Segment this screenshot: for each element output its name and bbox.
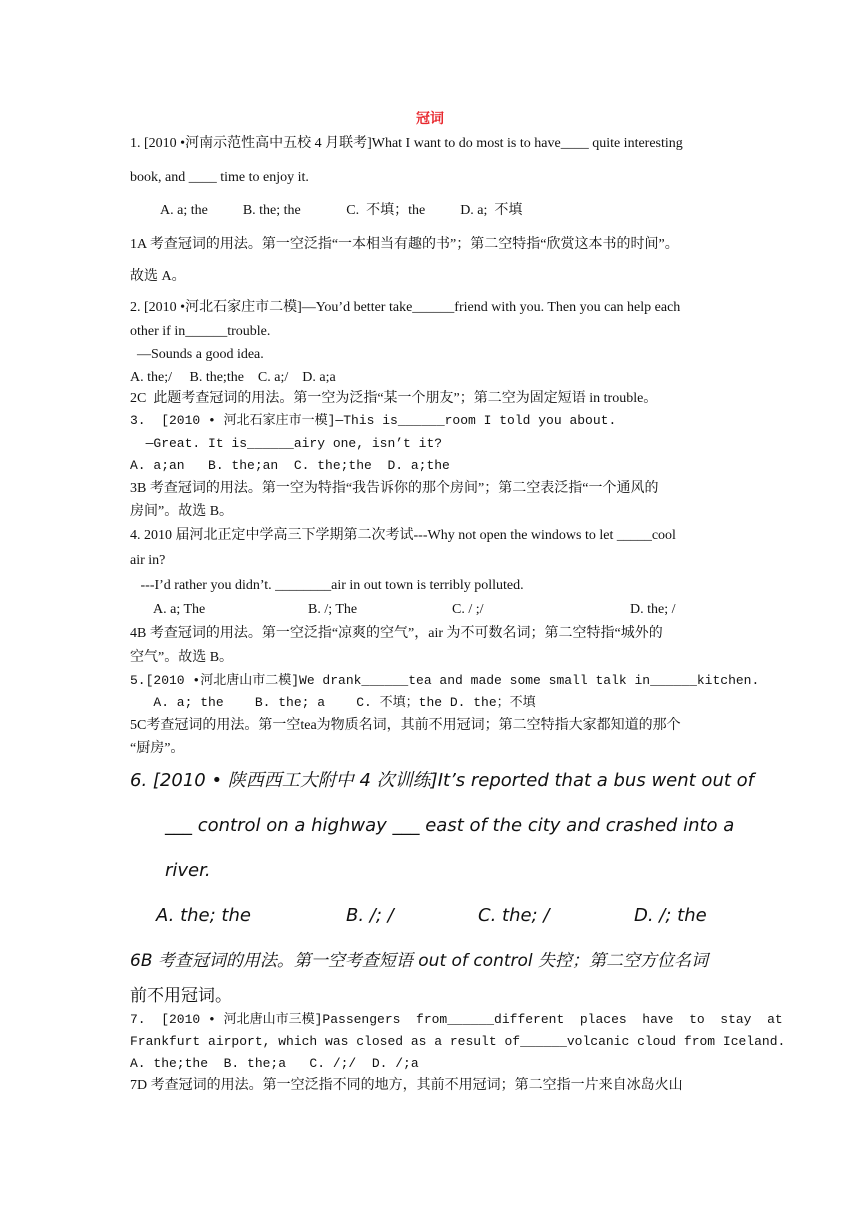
question-7-options: A. the;the B. the;a C. /;/ D. /;a	[130, 1056, 419, 1071]
question-1-stem-line-2: book, and ____ time to enjoy it.	[130, 170, 309, 185]
question-3-answer-line-2: 房间”。故选 B。	[130, 504, 234, 519]
question-1-answer-line-2: 故选 A。	[130, 269, 186, 284]
question-4-stem-line-2: air in?	[130, 553, 166, 568]
question-1-answer-line-1: 1A 考查冠词的用法。第一空泛指“一本相当有趣的书”；第二空特指“欣赏这本书的时间”。	[130, 237, 679, 252]
question-3-options: A. a;an B. the;an C. the;the D. a;the	[130, 458, 450, 473]
question-5-answer-line-2: “厨房”。	[130, 741, 185, 756]
question-4-option-c: C. / ;/	[452, 602, 484, 617]
question-4-option-d: D. the; /	[630, 602, 676, 617]
question-5-stem-line-1: 5.[2010 •河北唐山市二模]We drank______tea and made some small talk in______kitchen.	[130, 673, 760, 688]
question-2-reply: —Sounds a good idea.	[130, 347, 264, 362]
question-2-stem-line-2: other if in______trouble.	[130, 324, 271, 339]
question-3-stem-line-2: —Great. It is______airy one, isn’t it?	[130, 436, 443, 451]
question-1-stem-line-1: 1. [2010 •河南示范性高中五校 4 月联考]What I want to do most is to have____ quite interesting	[130, 136, 683, 151]
question-7-stem-line-1: 7. [2010 • 河北唐山市三模]Passengers from______different places have to stay at	[130, 1012, 783, 1027]
question-2-stem-line-1: 2. [2010 •河北石家庄市二模]—You’d better take______friend with you. Then you can help each	[130, 300, 681, 315]
question-4-option-a: A. a; The	[153, 602, 206, 617]
question-4-reply: ---I’d rather you didn’t. ________air in out town is terribly polluted.	[130, 578, 524, 593]
question-3-answer-line-1: 3B 考查冠词的用法。第一空为特指“我告诉你的那个房间”；第二空表泛指“一个通风的	[130, 481, 659, 496]
question-6-answer-line-2: 前不用冠词。	[130, 986, 232, 1006]
question-4-stem-line-1: 4. 2010 届河北正定中学高三下学期第二次考试---Why not open the windows to let _____cool	[130, 528, 676, 543]
question-6-option-b: B. /; /	[346, 905, 394, 926]
question-5-options: A. a; the B. the; a C. 不填；the D. the；不填	[130, 695, 536, 710]
question-6-option-d: D. /; the	[634, 905, 707, 926]
question-4-answer-line-1: 4B 考查冠词的用法。第一空泛指“凉爽的空气”，air 为不可数名词；第二空特指“城外的	[130, 626, 663, 641]
question-6-option-c: C. the; /	[478, 905, 550, 926]
question-7-answer-line-1: 7D 考查冠词的用法。第一空泛指不同的地方，其前不用冠词；第二空指一片来自冰岛火山	[130, 1078, 683, 1093]
question-4-option-b: B. /; The	[308, 602, 358, 617]
question-1-options: A. a; the B. the; the C. 不填；the D. a; 不填	[160, 203, 523, 218]
question-6-option-a: A. the; the	[156, 905, 251, 926]
question-3-stem-line-1: 3. [2010 • 河北石家庄市一模]—This is______room I told you about.	[130, 413, 617, 428]
question-6-stem-line-3: river.	[165, 860, 211, 881]
question-7-stem-line-2: Frankfurt airport, which was closed as a result of______volcanic cloud from Iceland.	[130, 1034, 786, 1049]
question-6-stem-line-1: 6. [2010 • 陕西西工大附中 4 次训练]It’s reported that a bus went out of	[130, 770, 754, 791]
page-title: 冠词	[416, 112, 444, 127]
question-6-answer-line-1: 6B 考查冠词的用法。第一空考查短语 out of control 失控；第二空方位名词	[130, 951, 709, 971]
question-5-answer-line-1: 5C考查冠词的用法。第一空tea为物质名词，其前不用冠词；第二空特指大家都知道的那个	[130, 718, 681, 733]
question-6-stem-line-2: ___ control on a highway ___ east of the city and crashed into a	[165, 815, 735, 836]
question-4-answer-line-2: 空气”。故选 B。	[130, 650, 234, 665]
question-2-answer-line-1: 2C 此题考查冠词的用法。第一空为泛指“某一个朋友”；第二空为固定短语 in trouble。	[130, 391, 658, 406]
question-2-options: A. the;/ B. the;the C. a;/ D. a;a	[130, 370, 336, 385]
